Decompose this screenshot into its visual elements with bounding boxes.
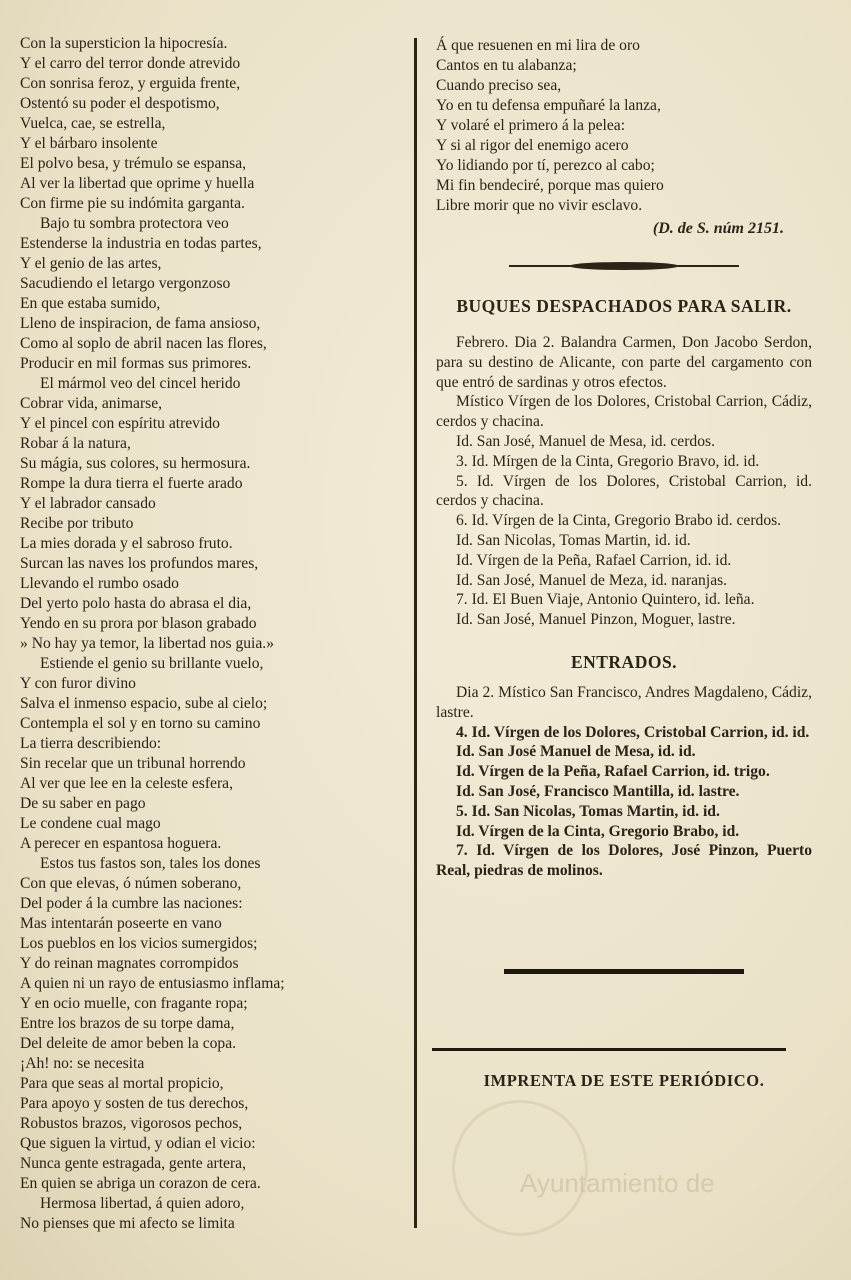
ship-entry: 4. Id. Vírgen de los Dolores, Cristobal Carrion, id. id. — [456, 723, 810, 741]
poem-line: Á que resuenen en mi lira de oro — [436, 37, 640, 54]
poem-line: Yo en tu defensa empuñaré la lanza, — [436, 97, 661, 114]
poem-line: Contempla el sol y en torno su camino — [20, 715, 261, 732]
ship-entry: Febrero. Dia 2. Balandra Carmen, Don Jacobo Serdon, para su destino de Alicante, con parte del cargamento con que entró de sardinas y otros efectos. — [436, 334, 812, 391]
watermark-text: Ayuntamiento de — [520, 1168, 715, 1198]
poem-line: Estiende el genio su brillante vuelo, — [40, 655, 264, 672]
poem-line: A quien ni un rayo de entusiasmo inflama; — [20, 975, 285, 992]
entrados-list — [436, 683, 812, 881]
poem-line: Al ver que lee en la celeste esfera, — [20, 775, 233, 792]
poem-line: Robustos brazos, vigorosos pechos, — [20, 1115, 243, 1132]
poem-line: Y con furor divino — [20, 675, 136, 692]
ship-entry: Id. Vírgen de la Peña, Rafael Carrion, id. trigo. — [456, 763, 770, 781]
ship-entry: Id. Vírgen de la Peña, Rafael Carrion, id. id. — [456, 551, 732, 569]
poem-line: Con la supersticion la hipocresía. — [20, 35, 228, 52]
poem-line: Cuando preciso sea, — [436, 77, 562, 94]
poem-line: El polvo besa, y trémulo se espansa, — [20, 155, 247, 172]
poem-line: Mi fin bendeciré, porque mas quiero — [436, 177, 664, 194]
poem-line: Le condene cual mago — [20, 815, 161, 832]
poem-line: Y do reinan magnates corrompidos — [20, 955, 239, 972]
ornament-rule — [509, 262, 739, 270]
poem-line: Y el genio de las artes, — [20, 255, 162, 272]
poem-line: Rompe la dura tierra el fuerte arado — [20, 475, 243, 492]
poem-line: Surcan las naves los profundos mares, — [20, 555, 259, 572]
ship-entry: 5. Id. Vírgen de los Dolores, Cristobal Carrion, id. cerdos y chacina. — [436, 472, 812, 510]
ship-entry: Místico Vírgen de los Dolores, Cristobal Carrion, Cádiz, cerdos y chacina. — [436, 393, 812, 431]
imprenta-footer: IMPRENTA DE ESTE PERIÓDICO. — [483, 1070, 765, 1090]
poem-line: Nunca gente estragada, gente artera, — [20, 1155, 246, 1172]
poem-line: » No hay ya temor, la libertad nos guia.» — [20, 635, 275, 652]
poem-line: Llevando el rumbo osado — [20, 575, 179, 592]
poem-line: Vuelca, cae, se estrella, — [20, 115, 166, 132]
poem-line: Con que elevas, ó númen soberano, — [20, 875, 242, 892]
closing-rule — [504, 969, 744, 974]
poem-line: Robar á la natura, — [20, 435, 131, 452]
poem-line: Que siguen la virtud, y odian el vicio: — [20, 1135, 256, 1152]
poem-line: No pienses que mi afecto se limita — [20, 1215, 235, 1232]
poem-line: Y el bárbaro insolente — [20, 135, 158, 152]
footer-rule — [432, 1048, 786, 1051]
despachados-list — [436, 333, 812, 630]
poem-line: Cantos en tu alabanza; — [436, 57, 577, 74]
ship-entry: 7. Id. El Buen Viaje, Antonio Quintero, id. leña. — [456, 591, 755, 609]
right-column — [436, 36, 812, 1091]
ship-entry: Id. San José, Manuel de Mesa, id. cerdos. — [456, 432, 715, 450]
poem-line: Y el labrador cansado — [20, 495, 156, 512]
column-divider — [414, 38, 417, 1228]
poem-line: En quien se abriga un corazon de cera. — [20, 1175, 261, 1192]
poem-line: Y si al rigor del enemigo acero — [436, 137, 629, 154]
poem-line: Cobrar vida, animarse, — [20, 395, 163, 412]
poem-line: Salva el inmenso espacio, sube al cielo; — [20, 695, 268, 712]
poem-line: La mies dorada y el sabroso fruto. — [20, 535, 233, 552]
ship-entry: 7. Id. Vírgen de los Dolores, José Pinzon, Puerto Real, piedras de molinos. — [436, 842, 812, 880]
poem-line: La tierra describiendo: — [20, 735, 162, 752]
poem-line: Producir en mil formas sus primores. — [20, 355, 252, 372]
ship-entry: Id. San José, Francisco Mantilla, id. lastre. — [456, 782, 740, 800]
poem-line: Lleno de inspiracion, de fama ansioso, — [20, 315, 261, 332]
poem-line: A perecer en espantosa hoguera. — [20, 835, 222, 852]
ship-entry: Id. San José Manuel de Mesa, id. id. — [456, 743, 696, 761]
ship-entry: Id. Vírgen de la Cinta, Gregorio Brabo, id. — [456, 822, 740, 840]
poem-line: Y volaré el primero á la pelea: — [436, 117, 626, 134]
poem-line: ¡Ah! no: se necesita — [20, 1055, 145, 1072]
poem-line: Para apoyo y sosten de tus derechos, — [20, 1095, 249, 1112]
poem-line: Entre los brazos de su torpe dama, — [20, 1015, 235, 1032]
entrados-heading: ENTRADOS. — [570, 651, 678, 672]
poem-column — [20, 34, 410, 1234]
poem-source: (D. de S. núm 2151. — [652, 220, 784, 237]
poem-line: Y en ocio muelle, con fragante ropa; — [20, 995, 248, 1012]
poem-line: Con sonrisa feroz, y erguida frente, — [20, 75, 241, 92]
poem-line: Sacudiendo el letargo vergonzoso — [20, 275, 231, 292]
poem-line: Del deleite de amor beben la copa. — [20, 1035, 237, 1052]
poem-line: Recibe por tributo — [20, 515, 134, 532]
poem-line: Sin recelar que un tribunal horrendo — [20, 755, 246, 772]
poem-line: Hermosa libertad, á quien adoro, — [40, 1195, 245, 1212]
poem-line: De su saber en pago — [20, 795, 146, 812]
poem-line: Al ver la libertad que oprime y huella — [20, 175, 255, 192]
ship-entry: Id. San José, Manuel de Meza, id. naranjas. — [456, 571, 728, 589]
poem-line: Para que seas al mortal propicio, — [20, 1075, 224, 1092]
ship-entry: 6. Id. Vírgen de la Cinta, Gregorio Brabo id. cerdos. — [456, 512, 782, 530]
poem-line: El mármol veo del cincel herido — [40, 375, 241, 392]
poem-line: Como al soplo de abril nacen las flores, — [20, 335, 267, 352]
ship-entry: Id. San José, Manuel Pinzon, Moguer, lastre. — [456, 611, 736, 629]
poem-line: Estos tus fastos son, tales los dones — [40, 855, 261, 872]
poem-line: Los pueblos en los vicios sumergidos; — [20, 935, 258, 952]
poem-continuation — [436, 36, 812, 216]
poem-line: Del yerto polo hasta do abrasa el dia, — [20, 595, 252, 612]
poem-line: Su mágia, sus colores, su hermosura. — [20, 455, 251, 472]
ship-entry: 5. Id. San Nicolas, Tomas Martin, id. id. — [456, 802, 720, 820]
ship-entry: 3. Id. Mírgen de la Cinta, Gregorio Bravo, id. id. — [456, 452, 760, 470]
buques-heading: BUQUES DESPACHADOS PARA SALIR. — [456, 296, 792, 316]
poem-line: Bajo tu sombra protectora veo — [40, 215, 229, 232]
ship-entry: Id. San Nicolas, Tomas Martin, id. id. — [456, 531, 691, 549]
poem-line: Y el pincel con espíritu atrevido — [20, 415, 220, 432]
poem-line: Ostentó su poder el despotismo, — [20, 95, 220, 112]
poem-line: Y el carro del terror donde atrevido — [20, 55, 241, 72]
poem-line: Libre morir que no vivir esclavo. — [436, 197, 643, 214]
poem-line: Yo lidiando por tí, perezco al cabo; — [436, 157, 655, 174]
poem-line: Del poder á la cumbre las naciones: — [20, 895, 243, 912]
poem-line: Yendo en su prora por blason grabado — [20, 615, 257, 632]
poem-line: Con firme pie su indómita garganta. — [20, 195, 245, 212]
poem-line: Mas intentarán poseerte en vano — [20, 915, 222, 932]
poem-line: Estenderse la industria en todas partes, — [20, 235, 262, 252]
poem-line: En que estaba sumido, — [20, 295, 161, 312]
ship-entry: Dia 2. Místico San Francisco, Andres Magdaleno, Cádiz, lastre. — [436, 683, 812, 721]
